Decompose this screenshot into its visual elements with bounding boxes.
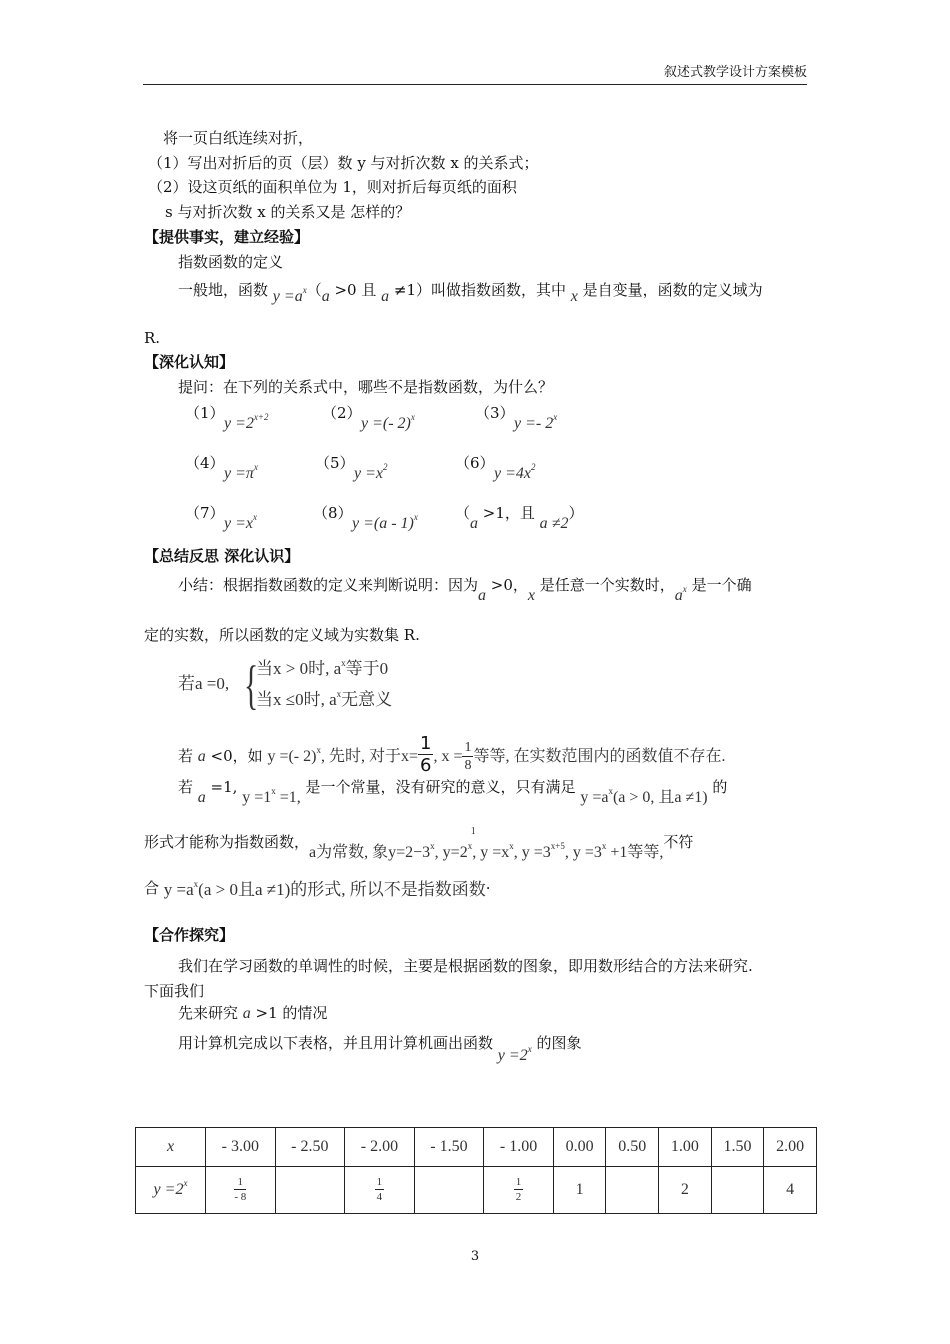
intro-line-1: 将一页白纸连续对折， bbox=[163, 129, 314, 147]
table-cell: 1.00 bbox=[659, 1128, 712, 1167]
table-cell: - 2.00 bbox=[345, 1128, 415, 1167]
table-cell: 1.50 bbox=[711, 1128, 764, 1167]
explore-line-2: 下面我们 bbox=[144, 982, 205, 1000]
explore-line-4: 用计算机完成以下表格，并且用计算机画出函数 $y =2^x$ 的图象 bbox=[178, 1034, 582, 1064]
table-cell: 2.00 bbox=[764, 1128, 817, 1167]
header-title: 叙述式教学设计方案模板 bbox=[663, 65, 807, 80]
table-cell: - 3.00 bbox=[206, 1128, 276, 1167]
intro-line-2: （1）写出对折后的页（层）数 y 与对折次数 x 的关系式； bbox=[148, 154, 539, 172]
explore-line-3: 先来研究 a >1 的情况 bbox=[178, 1004, 328, 1022]
case-zero-lead: 若a =0, bbox=[178, 674, 230, 693]
item-label-7: （7） bbox=[185, 504, 225, 522]
table-cell bbox=[711, 1167, 764, 1214]
item-label-1: （1） bbox=[185, 404, 225, 422]
item-label-2: （2） bbox=[322, 404, 362, 422]
item-formula-8: y =(a - 1)$^x$ bbox=[352, 512, 418, 532]
table-cell: 0.50 bbox=[606, 1128, 659, 1167]
item-label-8: （8） bbox=[313, 504, 353, 522]
item-label-3: （3） bbox=[475, 404, 515, 422]
intro-line-4: s 与对折次数 x 的关系又是 怎样的？ bbox=[165, 203, 411, 221]
item-formula-6: $y =4x^2$ bbox=[494, 462, 536, 482]
item-label-5: （5） bbox=[315, 454, 355, 472]
item-formula-5: $y =x^2$ bbox=[354, 462, 388, 482]
explore-line-1: 我们在学习函数的单调性的时候，主要是根据函数的图象，即用数形结合的方法来研究. bbox=[178, 957, 753, 975]
case-zero-bottom: 当x ≤0时, $a^x$无意义 bbox=[256, 689, 393, 709]
summary-line-1: 小结：根据指数函数的定义来判断说明：因为a >0，x 是任意一个实数时，$a^x$ 是一个确 bbox=[178, 576, 752, 604]
table-cell: $\frac{1}{4}$ bbox=[345, 1167, 415, 1214]
table-cell bbox=[414, 1167, 484, 1214]
table-cell bbox=[606, 1167, 659, 1214]
summary-line-2: 定的实数，所以函数的定义域为实数集 R. bbox=[144, 626, 420, 644]
item-label-4: （4） bbox=[185, 454, 225, 472]
page-number: 3 bbox=[470, 1249, 480, 1264]
definition-line: 一般地，函数 $y =a^x(a >0$ 且 a ≠1）叫做指数函数，其中 x 是自变量，函数的定义域为 bbox=[178, 281, 763, 305]
table-cell: 4 bbox=[764, 1167, 817, 1214]
section-heading-summary: 【总结反思 深化认识】 bbox=[144, 547, 300, 565]
fraction-one-sixth: $\frac{1}{6}$ bbox=[419, 733, 432, 776]
table-cell: $\frac{1}{2}$ bbox=[484, 1167, 554, 1214]
item-formula-3: y =- 2$^x$ bbox=[514, 412, 558, 432]
case-zero-top: 当x > 0时, $a^x$等于0 bbox=[256, 658, 389, 678]
question-text: 提问：在下列的关系式中，哪些不是指数函数，为什么？ bbox=[178, 378, 554, 396]
table-cell: - 1.00 bbox=[484, 1128, 554, 1167]
item-label-6: （6） bbox=[455, 454, 495, 472]
table-cell: 2 bbox=[659, 1167, 712, 1214]
item-condition: （a >1，且 a ≠2） bbox=[455, 504, 584, 532]
table-header-y: $y =2^x$ bbox=[136, 1167, 206, 1214]
one-case-line: 若 a =1, $y =1^x =1$, 是一个常量，没有研究的意义，只有满足 $y =a^x(a > 0$, 且a ≠1) 的 bbox=[178, 778, 728, 806]
case-brace: { bbox=[244, 655, 259, 715]
table-row-x bbox=[136, 1128, 817, 1167]
table-cell: - 1.50 bbox=[414, 1128, 484, 1167]
non-exponential-line: 合 $y =a^x(a > 0$且a ≠1)的形式, 所以不是指数函数· bbox=[144, 879, 491, 899]
table-row-y bbox=[136, 1167, 817, 1214]
table-cell bbox=[275, 1167, 345, 1214]
item-formula-1: $y =2^{x+2}$ bbox=[224, 412, 269, 432]
section-heading-explore: 【合作探究】 bbox=[144, 926, 235, 944]
item-formula-2: y =(- 2)$^x$ bbox=[361, 412, 415, 432]
fraction-one-eighth: $\frac{1}{8}$ bbox=[464, 740, 472, 773]
value-table bbox=[135, 1127, 817, 1214]
definition-title: 指数函数的定义 bbox=[178, 253, 284, 271]
item-formula-7: $y =x^x$ bbox=[224, 512, 257, 532]
table-cell: - 2.50 bbox=[275, 1128, 345, 1167]
table-cell: $\frac{1}{- 8}$ bbox=[206, 1167, 276, 1214]
table-header-x: x bbox=[136, 1128, 206, 1167]
table-cell: 1 bbox=[553, 1167, 606, 1214]
page-header bbox=[143, 64, 807, 85]
definition-domain: R. bbox=[144, 329, 161, 347]
intro-line-3: （2）设这页纸的面积单位为 1，则对折后每页纸的面积 bbox=[148, 178, 517, 196]
negative-case-line: 若 a <0，如 y =(- 2)$^x$, 先时, 对于x= $\frac{1}{6}$ , x = $\frac{1}{8}$ 等等, 在实数范围内的函数值不存在. bbox=[178, 733, 726, 776]
formula-y-ax: $y =a^x$ bbox=[272, 285, 307, 305]
section-heading-deepen: 【深化认知】 bbox=[144, 353, 235, 371]
item-formula-4: $y =\pi^x$ bbox=[224, 462, 258, 482]
form-line: 形式才能称为指数函数，a为常数, 象$y=2-3^x$, y=2 1 $^x$, $y =x^x$, $y =3^{x+5}$, $y =3^x +1$等等,不符 bbox=[144, 826, 694, 861]
section-heading-facts: 【提供事实，建立经验】 bbox=[144, 228, 310, 246]
table-cell: 0.00 bbox=[553, 1128, 606, 1167]
